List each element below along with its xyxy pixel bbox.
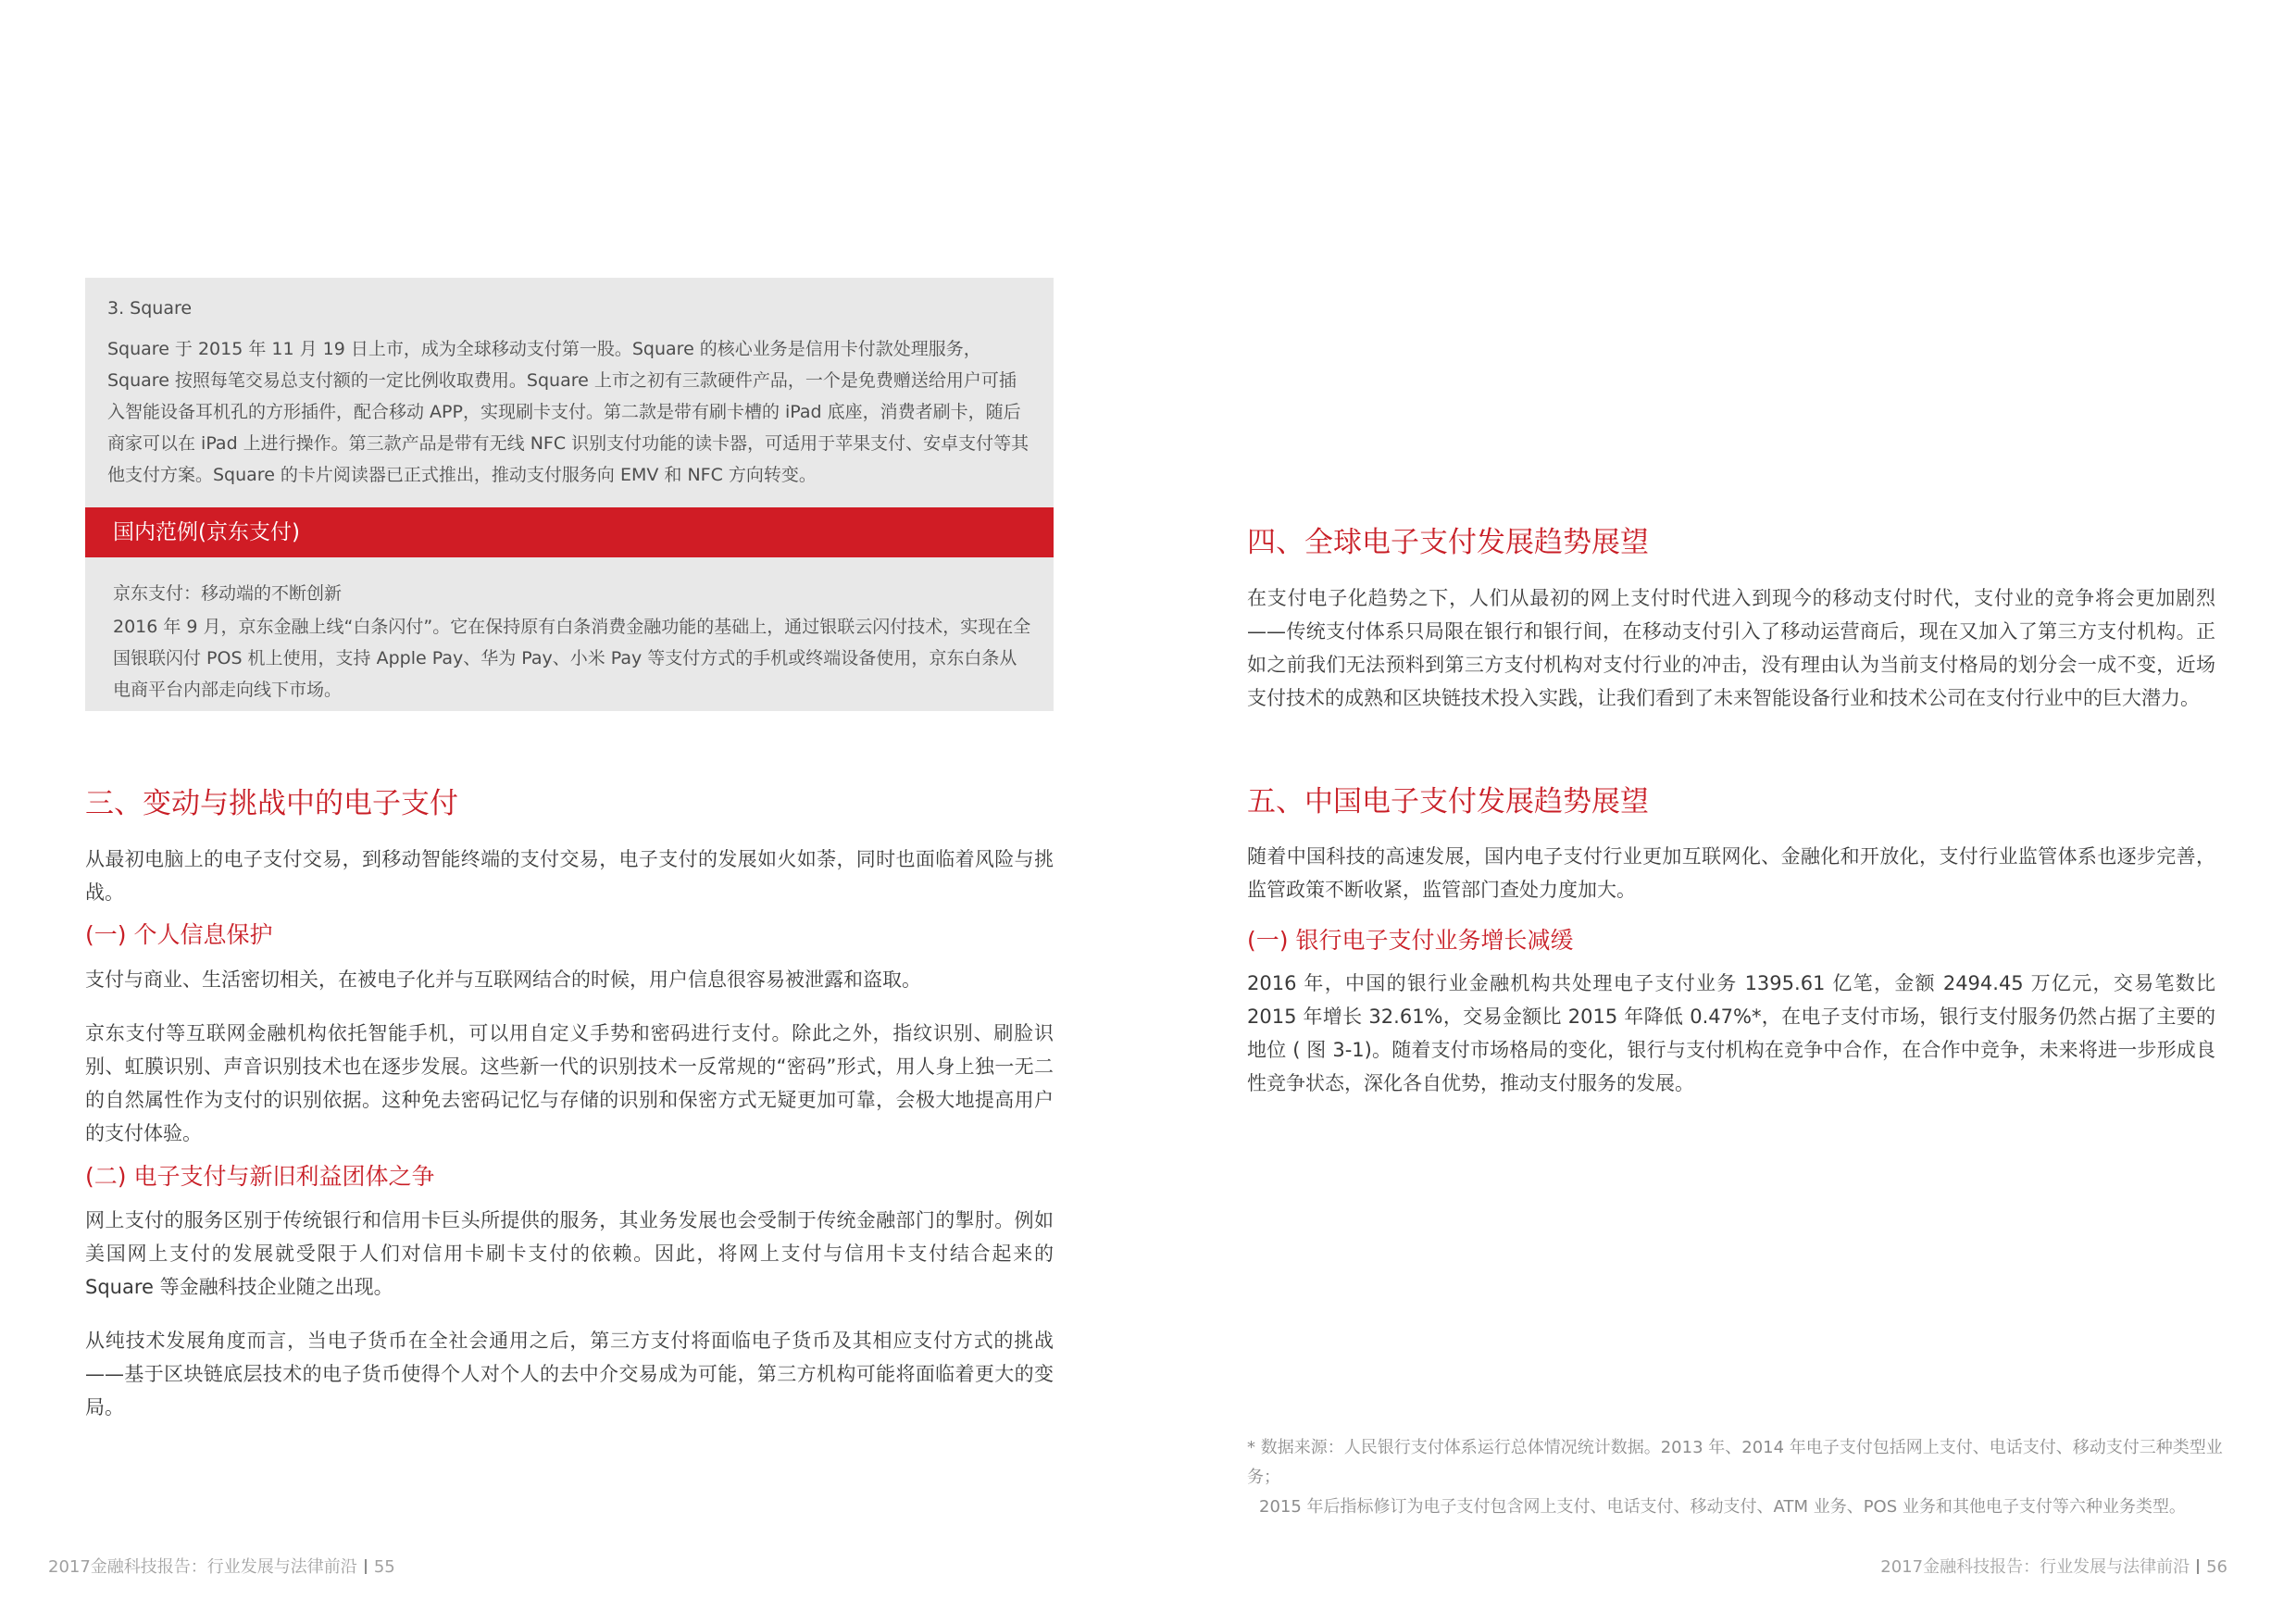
left-footer [48,1554,395,1578]
right-footer [1880,1554,2227,1578]
footnote [1247,1433,2228,1522]
right-page-number: 56 [2206,1557,2227,1577]
jd-case-title: 京东支付：移动端的不断创新 [113,583,343,604]
right-footer-title: 2017金融科技报告：行业发展与法律前沿 [1880,1557,2190,1577]
footer-divider [2197,1559,2199,1574]
section4-p1: 在支付电子化趋势之下，人们从最初的网上支付时代进入到现今的移动支付时代，支付业的竞争将会更加剧烈——传统支付体系只局限在银行和银行间，在移动支付引入了移动运营商后，现在又加入了第三方支付机构。正如之前我们无法预料到第三方支付机构对支付行业的冲击，没有理由认为当前支付格局的划分会一成不变，近场支付技术的成熟和区块链技术投入实践，让我们看到了未来智能设备行业和技术公司在支付行业中的巨大潜力。 [1247,587,2215,709]
left-page-number: 55 [373,1557,395,1577]
section3-sub1-heading: (一) 个人信息保护 [85,921,273,948]
section3-heading: 三、变动与挑战中的电子支付 [85,787,458,820]
section5-p1: 随着中国科技的高速发展，国内电子支付行业更加互联网化、金融化和开放化，支付行业监管体系也逐步完善，监管政策不断收紧，监管部门查处力度加大。 [1247,845,2215,901]
section4-heading: 四、全球电子支付发展趋势展望 [1247,526,1649,559]
square-case-body: Square 于 2015 年 11 月 19 日上市，成为全球移动支付第一股。Square 的核心业务是信用卡付款处理服务，Square 按照每笔交易总支付额的一定比例收取费用。Square 上市之初有三款硬件产品，一个是免费赠送给用户可插入智能设备耳机孔的方形插件，配合移动 APP，实现刷卡支付。第二款是带有刷卡槽的 iPad 底座，消费者刷卡，随后商家可以在 iPad 上进行操作。第三款产品是带有无线 NFC 识别支付功能的读卡器，可适用于苹果支付、安卓支付等其他支付方案。Square 的卡片阅读器已正式推出，推动支付服务向 EMV 和 NFC 方向转变。 [107,339,1029,485]
footer-divider [365,1559,367,1574]
square-case-box [85,278,1054,507]
section3-sub1-p2: 京东支付等互联网金融机构依托智能手机，可以用自定义手势和密码进行支付。除此之外，指纹识别、刷脸识别、虹膜识别、声音识别技术也在逐步发展。这些新一代的识别技术一反常规的“密码”形式，用人身上独一无二的自然属性作为支付的识别依据。这种免去密码记忆与存储的识别和保密方式无疑更加可靠，会极大地提高用户的支付体验。 [85,1022,1054,1144]
footnote-line-2: 2015 年后指标修订为电子支付包含网上支付、电话支付、移动支付、ATM 业务、POS 业务和其他电子支付等六种业务类型。 [1259,1497,2186,1517]
jd-case-body: 2016 年 9 月，京东金融上线“白条闪付”。它在保持原有白条消费金融功能的基础上，通过银联云闪付技术，实现在全国银联闪付 POS 机上使用，支持 Apple Pay、华为 Pay、小米 Pay 等支付方式的手机或终端设备使用，京东白条从电商平台内部走向线下市场。 [113,617,1031,700]
section3-sub2-heading: (二) 电子支付与新旧利益团体之争 [85,1163,435,1190]
section3-sub2-p1: 网上支付的服务区别于传统银行和信用卡巨头所提供的服务，其业务发展也会受制于传统金融部门的掣肘。例如美国网上支付的发展就受限于人们对信用卡刷卡支付的依赖。因此，将网上支付与信用卡支付结合起来的 Square 等金融科技企业随之出现。 [85,1209,1054,1298]
square-case-title: 3. Square [107,298,193,319]
footnote-line-1: * 数据来源：人民银行支付体系运行总体情况统计数据。2013 年、2014 年电子支付包括网上支付、电话支付、移动支付三种类型业务； [1247,1438,2223,1487]
section5-heading: 五、中国电子支付发展趋势展望 [1247,785,1649,818]
section3-sub2-p2: 从纯技术发展角度而言，当电子货币在全社会通用之后，第三方支付将面临电子货币及其相应支付方式的挑战——基于区块链底层技术的电子货币使得个人对个人的去中介交易成为可能，第三方机构可能将面临着更大的变局。 [85,1330,1054,1418]
section5-sub1-p1: 2016 年，中国的银行业金融机构共处理电子支付业务 1395.61 亿笔，金额 2494.45 万亿元，交易笔数比 2015 年增长 32.61%，交易金额比 2015 年降低 0.47%*，在电子支付市场，银行支付服务仍然占据了主要的地位 ( 图 3-1)。随着支付市场格局的变化，银行与支付机构在竞争中合作，在合作中竞争，未来将进一步形成良性竞争状态，深化各自优势，推动支付服务的发展。 [1247,972,2215,1094]
domestic-example-bar: 国内范例(京东支付) [85,507,1054,557]
jd-case-box [85,557,1054,711]
left-footer-title: 2017金融科技报告：行业发展与法律前沿 [48,1557,357,1577]
section3-intro: 从最初电脑上的电子支付交易，到移动智能终端的支付交易，电子支付的发展如火如荼，同时也面临着风险与挑战。 [85,848,1054,904]
section3-sub1-p1: 支付与商业、生活密切相关，在被电子化并与互联网结合的时候，用户信息很容易被泄露和盗取。 [85,968,921,991]
section5-sub1-heading: (一) 银行电子支付业务增长减缓 [1247,927,1574,954]
